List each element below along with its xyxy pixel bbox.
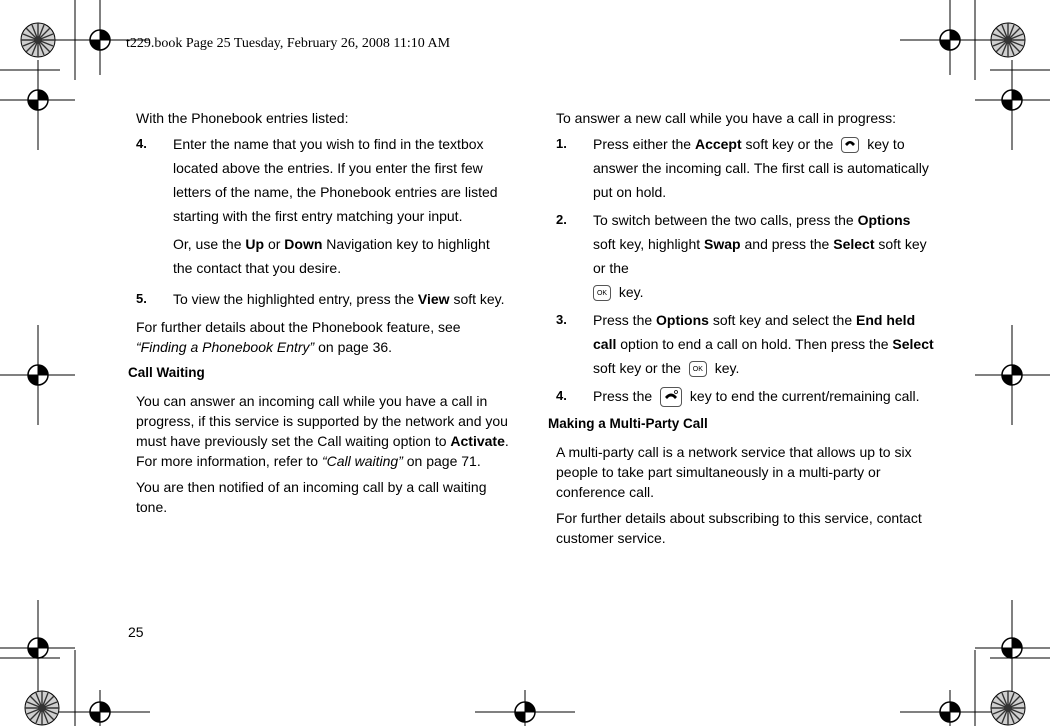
cross-reference-link[interactable]: “Call waiting” (321, 453, 403, 469)
call-waiting-tone-text: You are then notified of an incoming call by a call waiting tone. (136, 479, 487, 515)
cross-reference-link[interactable]: “Finding a Phonebook Entry” (136, 339, 315, 355)
step-4 (556, 384, 936, 408)
end-key-icon (660, 387, 682, 407)
section-heading-multi-party-call: Making a Multi-Party Call (548, 416, 708, 431)
intro-text: To answer a new call while you have a call in progress: (556, 110, 897, 126)
step-text: Press the Options soft key and select the End held call option to end a call on hold. Then press the Select soft key or the OK key. (593, 312, 934, 376)
step-number: 3. (556, 312, 567, 327)
step-text: To view the highlighted entry, press the View soft key. (173, 291, 505, 307)
page-number: 25 (128, 624, 144, 640)
right-column (548, 108, 936, 548)
step-number: 2. (556, 212, 567, 227)
step-text: Press either the Accept soft key or the key to answer the incoming call. The first call is automatically put on hold. (593, 136, 929, 200)
call-waiting-paragraph: You can answer an incoming call while you have a call in progress, if this service is supported by the network and you must have previously set the Call waiting option to Activate. For more information, refer to “Call waiting” on page 71. (136, 393, 509, 469)
left-column (128, 108, 511, 517)
further-details-text: For further details about the Phonebook feature, see “Finding a Phonebook Entry” on page 36. (136, 319, 461, 355)
step-number: 4. (136, 136, 147, 151)
step-2 (556, 208, 936, 304)
step-4 (136, 132, 511, 280)
step-number: 1. (556, 136, 567, 151)
step-text: Press the key to end the current/remaining call. (593, 384, 936, 408)
print-slug-header: t229.book Page 25 Tuesday, February 26, 2008 11:10 AM (126, 36, 451, 51)
step-5 (136, 287, 511, 311)
step-number: 5. (136, 291, 147, 306)
step-alt-text: Or, use the Up or Down Navigation key to highlight the contact that you desire. (173, 236, 490, 276)
ok-key-icon: OK (689, 361, 707, 377)
intro-text: With the Phonebook entries listed: (136, 110, 349, 126)
multi-party-paragraph: A multi-party call is a network service that allows up to six people to take part simultaneously in a multi-party or conference call. (556, 444, 912, 500)
up-key-label: Up (245, 236, 265, 252)
ok-key-icon: OK (593, 285, 611, 301)
step-text: Enter the name that you wish to find in the textbox located above the entries. If you enter the first few letters of the name, the Phonebook entries are listed starting with the first entry matching your input. (173, 136, 498, 224)
step-number: 4. (556, 388, 567, 403)
step-1 (556, 132, 936, 204)
section-heading-call-waiting: Call Waiting (128, 365, 205, 380)
step-3 (556, 308, 936, 380)
down-key-label: Down (284, 236, 323, 252)
subscription-text: For further details about subscribing to this service, contact customer service. (556, 510, 922, 546)
step-text: To switch between the two calls, press the Options soft key, highlight Swap and press the Select soft key or the OK key. (593, 212, 927, 300)
send-key-icon (841, 137, 859, 153)
